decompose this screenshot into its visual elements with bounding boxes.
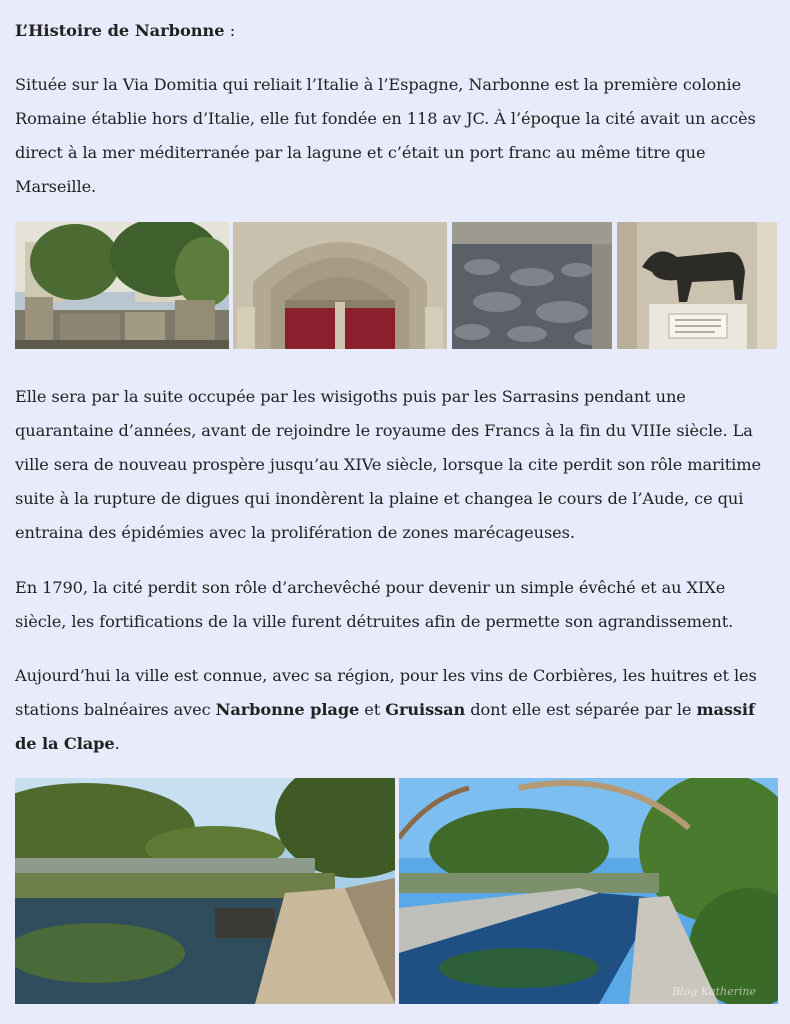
p4-text-1: Aujourd’hui la ville est connue, avec sa région, pour les vins de Corbières, les huitres et les stations balnéaires avec [15, 666, 757, 719]
church-portal-photo [233, 222, 447, 349]
narbonne-plage-bold: Narbonne plage [215, 700, 360, 719]
paragraph-4 [15, 659, 777, 761]
paragraph-3: En 1790, la cité perdit son rôle d’archevêché pour devenir un simple évêché et au XIXe siècle, les fortifications de la ville furent détruites afin de permette son agrandissement. [15, 578, 734, 631]
canal-photo-left [15, 778, 395, 1004]
gruissan-bold: Gruissan [385, 700, 466, 719]
title-bold: L’Histoire de Narbonne [15, 21, 225, 40]
p4-text-3: dont elle est séparée par le [465, 700, 697, 719]
p4-text-2: et [359, 700, 386, 719]
via-domitia-paving-photo [452, 222, 612, 349]
massif-clape-bold: massif de la Clape [15, 700, 755, 753]
p4-text-4: . [114, 734, 120, 753]
watermark: Blog Katherine [672, 985, 756, 998]
section-title [15, 14, 235, 48]
paragraph-2: Elle sera par la suite occupée par les wisigoths puis par les Sarrasins pendant une quarantaine d’années, avant de rejoindre le royaume des Francs à la fin du VIIIe siècle. La ville sera de nouveau prospère jusqu’au XIVe siècle, lorsque la cite perdit son rôle maritime suite à la rupture de digues qui inondèrent la plaine et changea le cours de l’Aude, ce qui entraina des épidémies avec la prolifération de zones marécageuses. [15, 387, 761, 542]
title-rest: : [224, 21, 236, 40]
paragraph-1: Située sur la Via Domitia qui reliait l’Italie à l’Espagne, Narbonne est la première colonie Romaine établie hors d’Italie, elle fut fondée en 118 av JC. À l’époque la cité avait un accès direct à la mer méditerranée par la lagune et c’était un port franc au même titre que Marseille. [15, 75, 756, 196]
canal-photo-right [399, 778, 778, 1004]
she-wolf-statue-photo [617, 222, 777, 349]
garden-ruins-photo [15, 222, 229, 349]
